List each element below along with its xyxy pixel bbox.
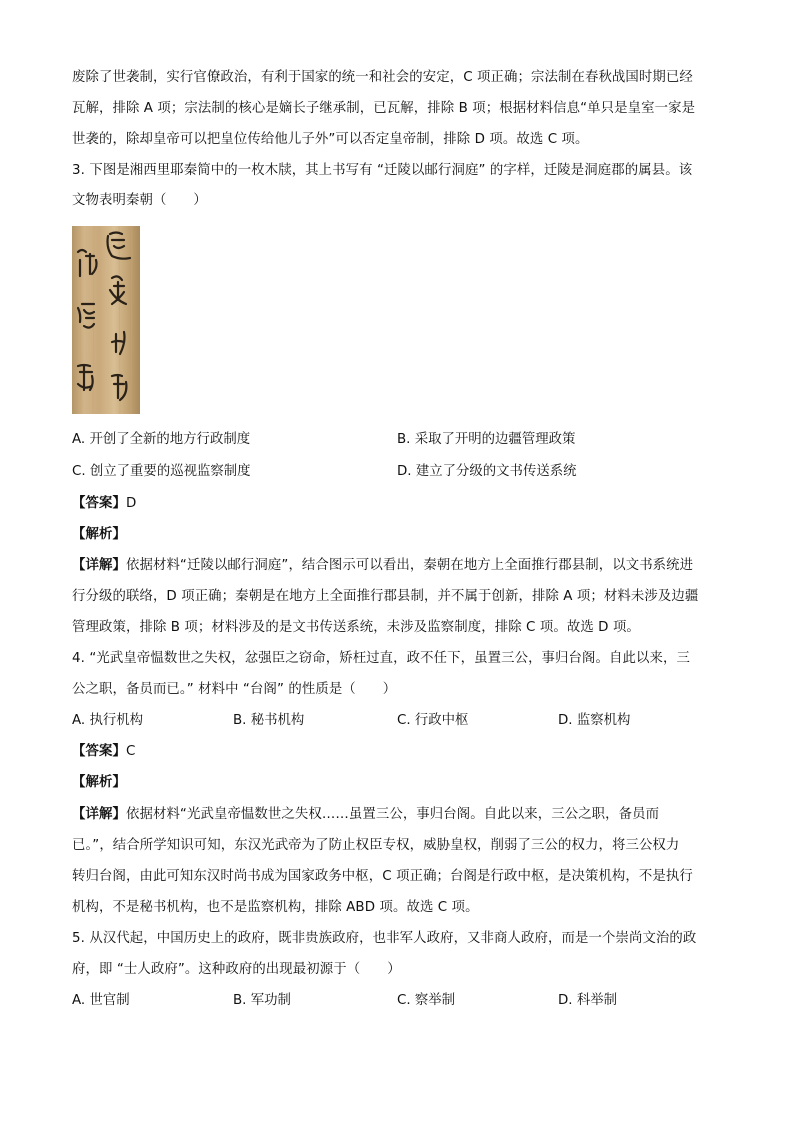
q3-stem-line-2: 文物表明秦朝（ ） — [72, 193, 207, 208]
q5-option-b: B. 军功制 — [233, 993, 291, 1008]
q4-detail-line-1 — [72, 805, 659, 825]
prev-analysis-line-1: 废除了世袭制，实行官僚政治，有利于国家的统一和社会的安定，C 项正确；宗法制在春秋战国时期已经 — [72, 70, 693, 85]
q3-answer-tag: 【答案】 — [72, 496, 126, 511]
prev-analysis-line-2: 瓦解，排除 A 项；宗法制的核心是嫡长子继承制，已瓦解，排除 B 项；根据材料信息“单只是皇室一家是 — [72, 101, 696, 116]
q3-stem-line-1: 3. 下图是湘西里耶秦简中的一枚木牍，其上书写有 “迁陵以邮行洞庭” 的字样，迁陵是洞庭郡的属县。该 — [72, 163, 693, 178]
q4-detail-text-1: 依据材料“光武皇帝愠数世之失权……虽置三公，事归台阁。自此以来，三公之职，备员而 — [125, 807, 660, 822]
q3-analysis-tag: 【解析】 — [72, 527, 126, 542]
q4-detail-tag: 【详解】 — [72, 807, 126, 822]
slip-calligraphy-drawing — [72, 226, 140, 414]
q4-option-a: A. 执行机构 — [72, 713, 143, 728]
q5-option-c: C. 察举制 — [397, 993, 456, 1008]
q3-option-a: A. 开创了全新的地方行政制度 — [72, 432, 251, 447]
q5-stem-line-1: 5. 从汉代起，中国历史上的政府，既非贵族政府，也非军人政府，又非商人政府，而是一个崇尚文治的政 — [72, 931, 697, 946]
q3-detail-line-1 — [72, 556, 693, 576]
q5-option-d: D. 科举制 — [558, 993, 617, 1008]
qin-bamboo-slip-image — [72, 226, 140, 414]
q3-option-c: C. 创立了重要的巡视监察制度 — [72, 464, 251, 479]
q4-answer — [72, 742, 135, 762]
q4-detail-line-2: 已。”，结合所学知识可知，东汉光武帝为了防止权臣专权，威胁皇权，削弱了三公的权力，将三公权力 — [72, 838, 680, 853]
q4-analysis-tag: 【解析】 — [72, 775, 126, 790]
q4-stem-line-1: 4. “光武皇帝愠数世之失权，忿强臣之窃命，矫枉过直，政不任下，虽置三公，事归台阁。自此以来，三 — [72, 651, 690, 666]
prev-analysis-line-3: 世袭的，除却皇帝可以把皇位传给他儿子外”可以否定皇帝制，排除 D 项。故选 C 项。 — [72, 132, 589, 147]
q3-detail-line-2: 行分级的联络，D 项正确；秦朝是在地方上全面推行郡县制，并不属于创新，排除 A 项；材料未涉及边疆 — [72, 589, 699, 604]
q4-option-c: C. 行政中枢 — [397, 713, 469, 728]
q3-detail-tag: 【详解】 — [72, 558, 126, 573]
q3-option-d: D. 建立了分级的文书传送系统 — [397, 464, 577, 479]
q3-detail-line-3: 管理政策，排除 B 项；材料涉及的是文书传送系统，未涉及监察制度，排除 C 项。故选 D 项。 — [72, 620, 640, 635]
q4-answer-tag: 【答案】 — [72, 744, 126, 759]
q3-detail-text-1: 依据材料“迁陵以邮行洞庭”，结合图示可以看出，秦朝在地方上全面推行郡县制，以文书系统进 — [125, 558, 694, 573]
q3-answer-value: D — [125, 496, 137, 511]
q4-option-d: D. 监察机构 — [558, 713, 631, 728]
q4-detail-line-3: 转归台阁，由此可知东汉时尚书成为国家政务中枢，C 项正确；台阁是行政中枢，是决策机构，不是执行 — [72, 869, 693, 884]
q3-option-b: B. 采取了开明的边疆管理政策 — [397, 432, 576, 447]
q5-option-a: A. 世官制 — [72, 993, 130, 1008]
q4-answer-value: C — [125, 744, 136, 759]
q4-option-b: B. 秘书机构 — [233, 713, 305, 728]
q4-stem-line-2: 公之职，备员而已。” 材料中 “台阁” 的性质是（ ） — [72, 682, 397, 697]
q5-stem-line-2: 府，即 “士人政府”。这种政府的出现最初源于（ ） — [72, 962, 401, 977]
q3-answer — [72, 494, 136, 514]
q4-detail-line-4: 机构，不是秘书机构，也不是监察机构，排除 ABD 项。故选 C 项。 — [72, 900, 479, 915]
